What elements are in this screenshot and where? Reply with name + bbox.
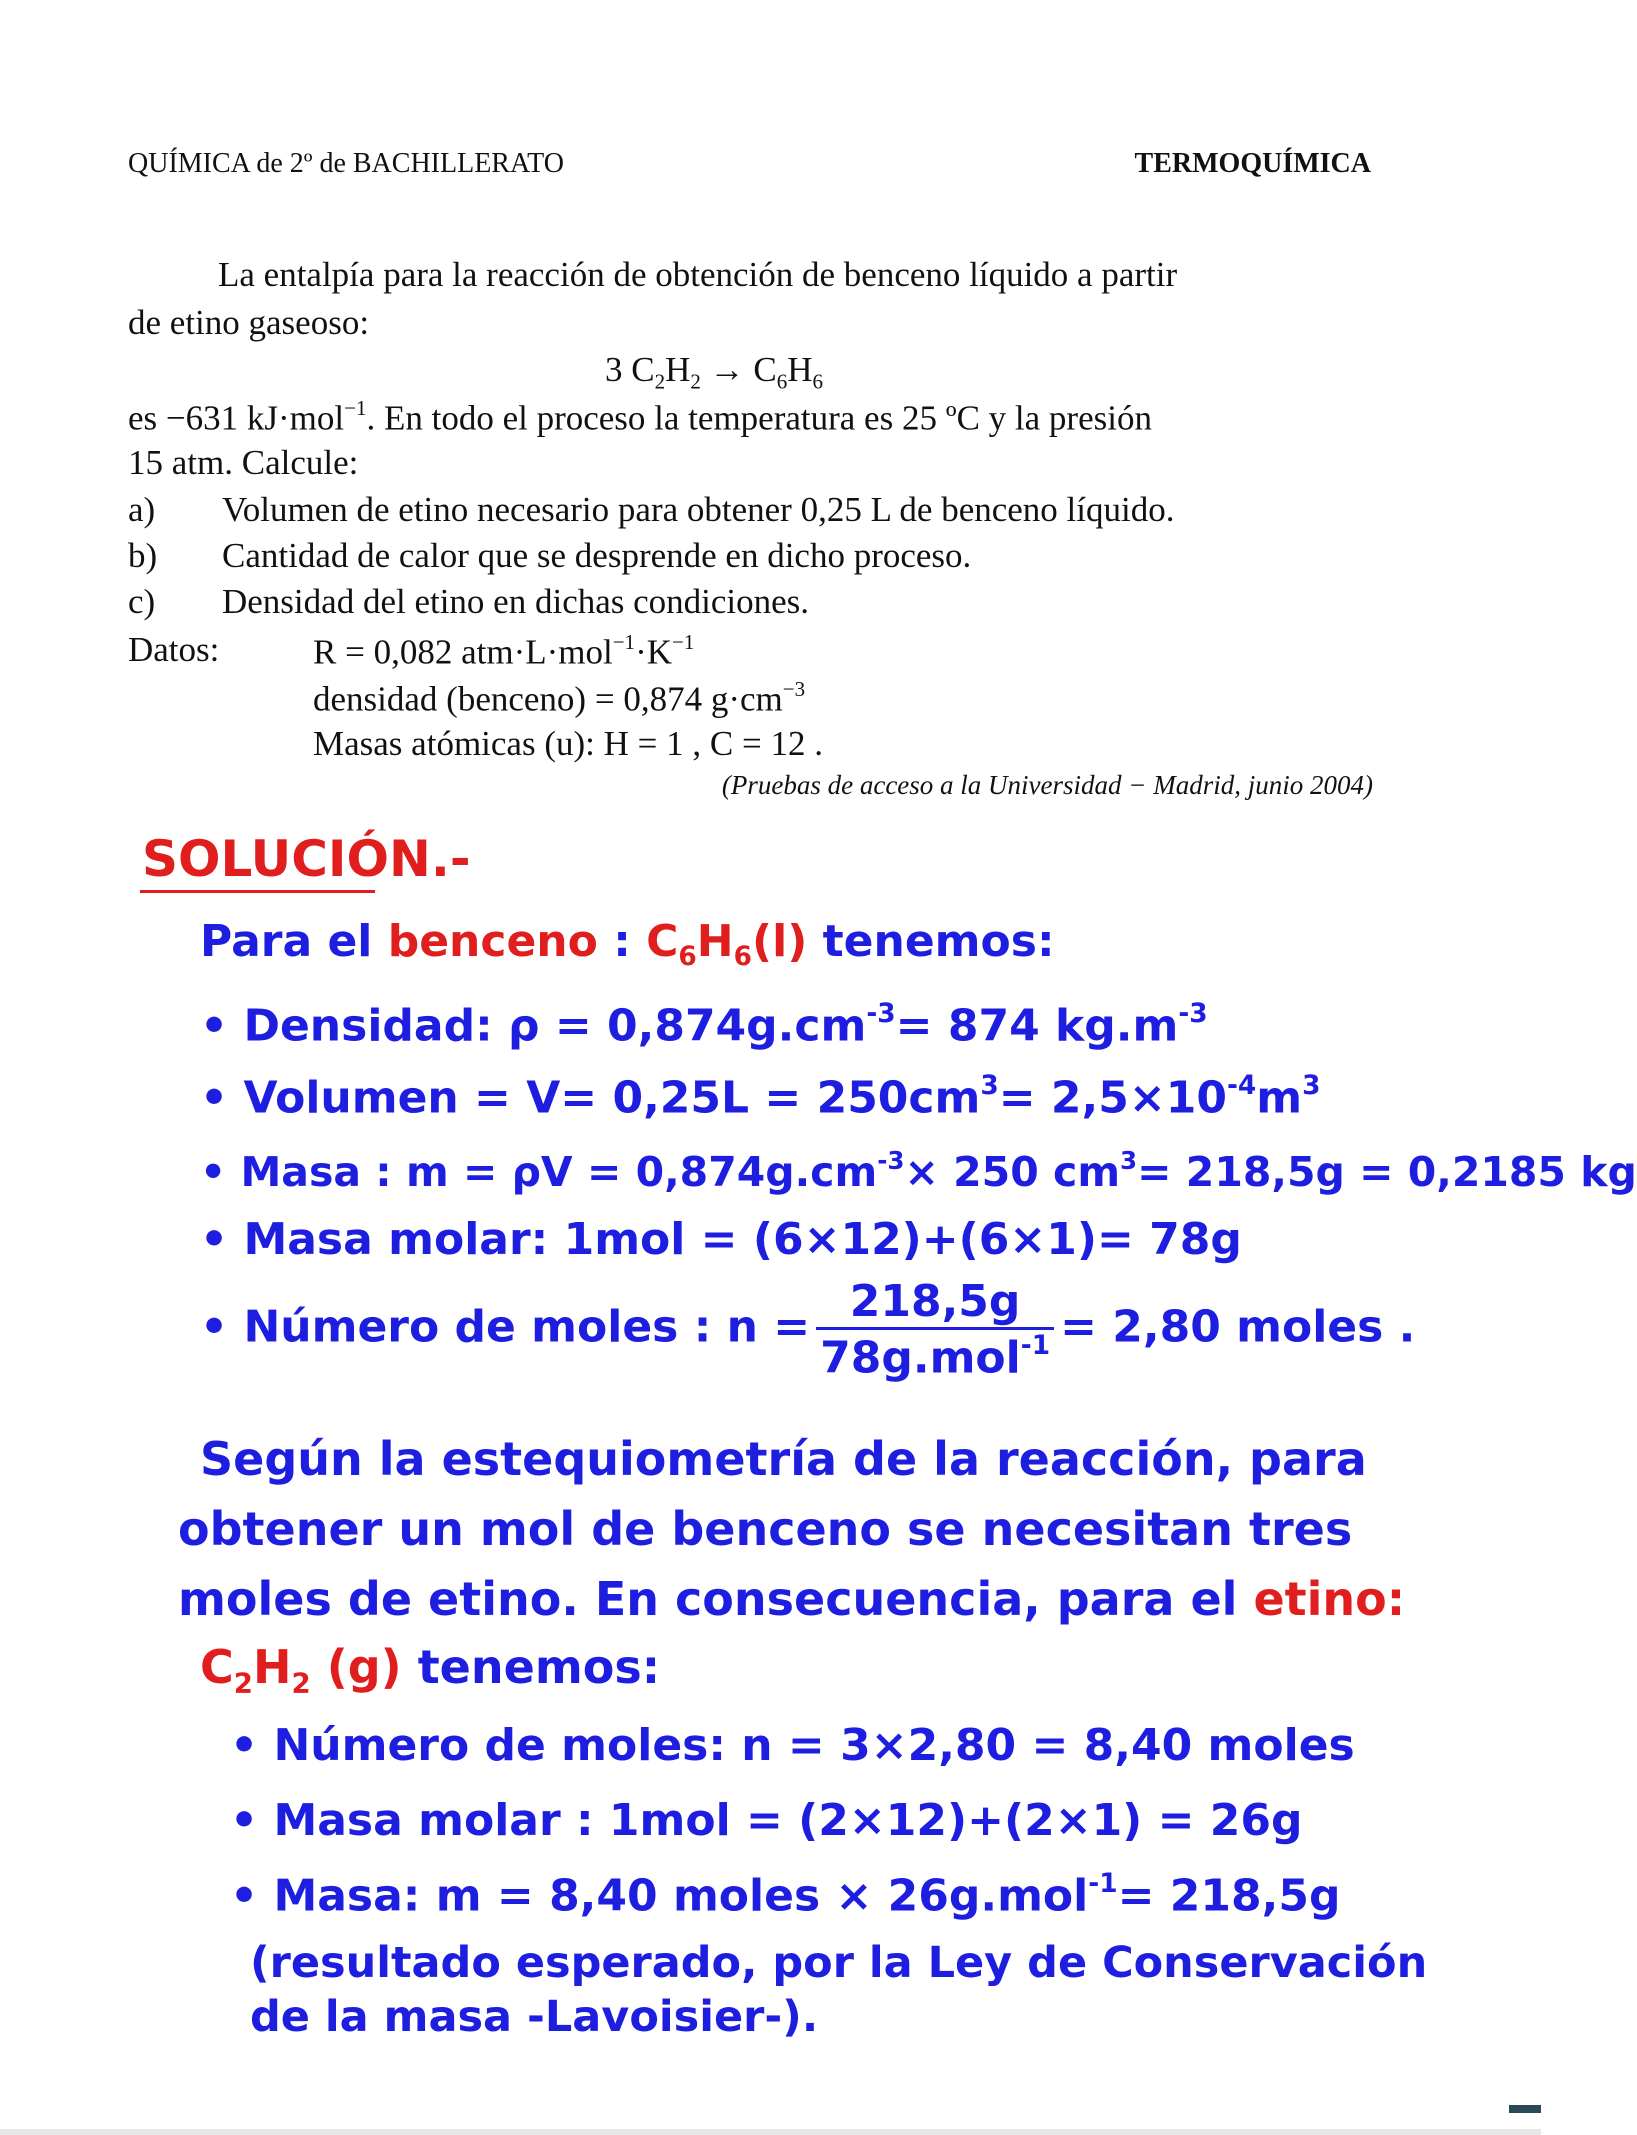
datos-densidad xyxy=(313,677,805,720)
reaction-part: H xyxy=(787,350,813,389)
note-line-2: de la masa -Lavoisier-). xyxy=(250,1992,819,2042)
item-a-text: Volumen de etino necesario para obtener 0,25 L de benceno líquido. xyxy=(222,490,1175,529)
line-exp: -4 xyxy=(1226,1070,1257,1101)
formula-sub: 2 xyxy=(291,1666,311,1700)
line-text: = 218,5g = 0,2185 kg xyxy=(1137,1148,1637,1197)
line-exp: 3 xyxy=(1120,1146,1138,1175)
reaction-sub: 6 xyxy=(812,369,824,394)
datos-label: Datos: xyxy=(128,630,220,669)
item-a-label: a) xyxy=(128,490,156,529)
heading-text: Para el xyxy=(200,916,373,967)
line-text: m xyxy=(1256,1072,1303,1124)
etino-masa-line xyxy=(230,1868,1340,1921)
reaction-sub: 6 xyxy=(776,369,788,394)
moles-fraction xyxy=(816,1276,1054,1383)
masa-line xyxy=(200,1146,1637,1196)
formula-sub: 6 xyxy=(733,941,752,973)
formula-state: (l) xyxy=(752,916,808,967)
note-line-1: (resultado esperado, por la Ley de Conservación xyxy=(250,1938,1428,1988)
line-text: = 2,80 moles . xyxy=(1060,1301,1416,1353)
item-b-text: Cantidad de calor que se desprende en dicho proceso. xyxy=(222,536,972,575)
formula-sub: 6 xyxy=(678,941,697,973)
item-c-label: c) xyxy=(128,582,156,621)
solution-title: SOLUCIÓN.- xyxy=(142,830,471,888)
line-exp: -3 xyxy=(1178,998,1208,1029)
datos-text: densidad (benceno) = 0,874 g·cm xyxy=(313,679,783,719)
line-exp: 3 xyxy=(1302,1070,1321,1101)
enthalpy-exp: −1 xyxy=(344,396,367,420)
pressure-line: 15 atm. Calcule: xyxy=(128,443,359,482)
intro-line-2: de etino gaseoso: xyxy=(128,303,370,342)
line-text: × 250 cm xyxy=(904,1148,1121,1197)
datos-text: ·K xyxy=(635,632,672,672)
line-exp: 3 xyxy=(980,1070,999,1101)
moles-line xyxy=(200,1276,1415,1383)
item-b-label: b) xyxy=(128,536,158,575)
paragraph-line-1: Según la estequiometría de la reacción, para xyxy=(200,1432,1367,1486)
paragraph-text: moles de etino. En consecuencia, para el xyxy=(178,1572,1238,1626)
datos-exp: −3 xyxy=(782,677,806,701)
reaction-arrow: → C xyxy=(700,350,777,389)
source-citation: (Pruebas de acceso a la Universidad − Madrid, junio 2004) xyxy=(721,770,1373,800)
header-topic: TERMOQUÍMICA xyxy=(1134,148,1371,179)
volumen-line xyxy=(200,1070,1321,1123)
reaction-sub: 2 xyxy=(690,369,701,394)
densidad-line xyxy=(200,998,1208,1051)
datos-masas: Masas atómicas (u): H = 1 , C = 12 . xyxy=(313,724,823,763)
formula-part: C xyxy=(200,1640,234,1694)
formula-part: C xyxy=(646,916,679,967)
scan-edge-mark xyxy=(1509,2105,1541,2113)
paragraph-line-3 xyxy=(178,1572,1405,1626)
etino-masa-molar-line: • Masa molar : 1mol = (2×12)+(2×1) = 26g xyxy=(230,1795,1303,1846)
fraction-den-exp: -1 xyxy=(1020,1330,1051,1361)
reaction-part: H xyxy=(665,350,691,389)
datos-r xyxy=(313,630,694,673)
intro-line-1: La entalpía para la reacción de obtención de benceno líquido a partir xyxy=(218,255,1178,294)
etino-heading xyxy=(200,1640,660,1700)
line-text: • Densidad: ρ = 0,874g.cm xyxy=(200,1000,867,1052)
heading-text: tenemos: xyxy=(417,1640,661,1694)
line-text: • Número de moles : n = xyxy=(200,1301,811,1353)
benceno-heading xyxy=(200,916,1055,972)
header-subject: QUÍMICA de 2º de BACHILLERATO xyxy=(128,148,564,179)
line-text: = 874 kg.m xyxy=(895,1000,1179,1052)
heading-text: tenemos: xyxy=(822,916,1055,967)
fraction-numerator: 218,5g xyxy=(816,1276,1054,1330)
enthalpy-line xyxy=(128,396,1152,439)
formula-part: H xyxy=(252,1640,292,1694)
line-exp: -1 xyxy=(1088,1868,1118,1899)
line-exp: -3 xyxy=(877,1146,905,1175)
reaction-equation xyxy=(605,350,823,394)
datos-exp: −1 xyxy=(612,630,636,654)
heading-text: : xyxy=(613,916,631,967)
solution-title-underline xyxy=(140,890,375,893)
fraction-denominator xyxy=(816,1330,1054,1383)
formula-state: (g) xyxy=(326,1640,402,1694)
benceno-formula xyxy=(646,916,808,973)
paragraph-line-2: obtener un mol de benceno se necesitan tres xyxy=(178,1502,1353,1556)
reaction-sub: 2 xyxy=(654,369,666,394)
enthalpy-text: . En todo el proceso la temperatura es 25 ºC y la presión xyxy=(366,398,1152,438)
item-c-text: Densidad del etino en dichas condiciones. xyxy=(222,582,810,621)
datos-exp: −1 xyxy=(672,630,695,654)
line-text: = 2,5×10 xyxy=(998,1072,1227,1124)
line-text: • Volumen = V= 0,25L = 250cm xyxy=(200,1072,981,1124)
masa-molar-line: • Masa molar: 1mol = (6×12)+(6×1)= 78g xyxy=(200,1214,1242,1265)
etino-moles-line: • Número de moles: n = 3×2,80 = 8,40 moles xyxy=(230,1720,1355,1771)
line-exp: -3 xyxy=(866,998,896,1029)
reaction-part: 3 C xyxy=(605,350,655,389)
line-text: = 218,5g xyxy=(1117,1870,1341,1922)
datos-text: R = 0,082 atm·L·mol xyxy=(313,632,613,672)
scan-bottom-edge xyxy=(0,2129,1541,2135)
formula-part: H xyxy=(696,916,734,967)
benceno-word: benceno xyxy=(387,916,598,967)
fraction-den-text: 78g.mol xyxy=(820,1332,1021,1384)
enthalpy-text: es −631 kJ·mol xyxy=(128,398,345,438)
etino-formula xyxy=(200,1640,402,1700)
formula-sub: 2 xyxy=(233,1666,253,1700)
line-text: • Masa: m = 8,40 moles × 26g.mol xyxy=(230,1870,1089,1922)
etino-word: etino: xyxy=(1253,1572,1406,1626)
line-text: • Masa : m = ρV = 0,874g.cm xyxy=(200,1148,878,1197)
